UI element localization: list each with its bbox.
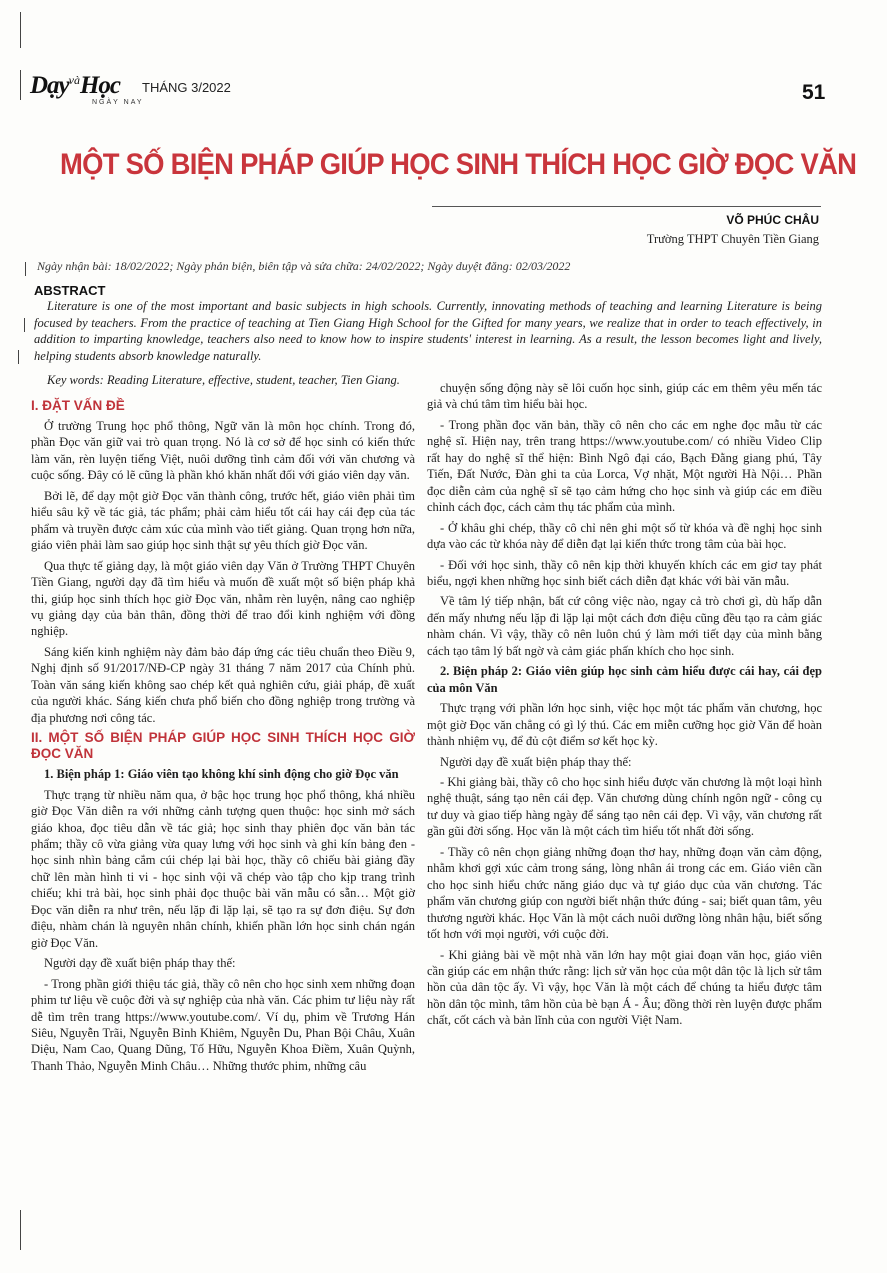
abstract — [34, 298, 822, 364]
page-number: 51 — [802, 81, 826, 104]
paragraph: Về tâm lý tiếp nhận, bất cứ công việc nào, ngay cả trò chơi gì, dù hấp dẫn đến mấy nhưng nếu lặp đi lặp lại một cách đơn điệu cũng đều tạo ra cảm giác nhàm chán. Vì vậy, thầy cô nên luôn chú ý làm mới tiết dạy của mình bằng cách tạo tâm lý bất ngờ và cảm giác phấn khích cho học sinh. — [427, 594, 822, 658]
paragraph: Qua thực tế giảng dạy, là một giáo viên dạy Văn ở Trường THPT Chuyên Tiền Giang, người dạy đã tìm hiểu và muốn đề xuất một số biện pháp khả thi, giúp học sinh thích học giờ Đọc văn, nhằm rèn luyện, nâng cao nghiệp vụ giảng dạy của bản thân, đồng thời để trao đổi kinh nghiệm với đồng nghiệp. — [31, 558, 415, 639]
masthead — [30, 68, 830, 112]
margin-mark — [24, 318, 25, 332]
paragraph: - Khi giảng bài về một nhà văn lớn hay một giai đoạn văn học, giáo viên cần giúp các em nhận thức rằng: lịch sử văn học của một dân tộc là lịch sử tâm hồn của dân tộc ấy. Vì vậy, học Văn là một cách để chúng ta hiểu được tâm hồn dân tộc mình, tâm hồn của bè bạn Á - Âu; đồng thời rèn luyện được phẩm chất, cốt cách và bản lĩnh của con người Việt Nam. — [427, 947, 822, 1028]
paragraph: Người dạy đề xuất biện pháp thay thế: — [440, 754, 632, 769]
left-column — [31, 396, 415, 1078]
subsection-heading-1: 1. Biện pháp 1: Giáo viên tạo không khí sinh động cho giờ Đọc văn — [44, 767, 399, 782]
journal-logo: Dạy$^{và}$Học — [30, 72, 121, 99]
paragraph: - Thầy cô nên chọn giảng những đoạn thơ hay, những đoạn văn cảm động, nhằm khơi gợi xúc cảm trong sáng, lòng nhân ái trong các em. Giáo viên cần cho học sinh hiểu chức năng giáo dục và tự giáo dục của văn chương. Tác phẩm văn chương giúp con người biết nhận thức đúng - sai; biết quan tâm, yêu thương người khác. Học Văn là một cách nuôi dưỡng lòng nhân hậu, biết sống tốt hơn với mọi người, với cuộc đời. — [427, 844, 822, 942]
paragraph: - Trong phần giới thiệu tác giả, thầy cô nên cho học sinh xem những đoạn phim tư liệu về cuộc đời và sự nghiệp của nhà văn. Các phim tư liệu này rất dễ tìm trên trang https://www.youtube.com/. Ví dụ, phim về Trương Hán Siêu, Nguyễn Trãi, Nguyễn Bỉnh Khiêm, Nguyễn Du, Phan Bội Châu, Xuân Diệu, Nam Cao, Quang Dũng, Tố Hữu, Nguyễn Khoa Điềm, Xuân Quỳnh, Thanh Thảo, Nguyễn Minh Châu… Những thước phim, những câu — [31, 976, 415, 1073]
paragraph: Thực trạng từ nhiều năm qua, ở bậc học trung học phổ thông, khá nhiều giờ Đọc Văn diễn ra với những cảnh tượng quen thuộc: học sinh mở sách giáo khoa, đọc tiêu dẫn về tác giả; học sinh thay phiên đọc văn bản tác phẩm; thầy cô vừa giảng vừa quay lưng với học sinh và ghi kín bảng đen - học sinh nhìn bảng cắm cúi chép lại bài học, thầy cô chiếu bài giảng đầy chữ lên màn hình ti vi - học sinh vội vã chép vào tập cho kịp trang trình chiếu; khi trả bài, học sinh phải đọc thuộc bài văn mẫu có sẵn… Một giờ Đọc văn diễn ra như trên, nếu lặp đi lặp lại, sẽ tạo ra sự đơn điệu. Sự đơn điệu, nhàm chán là nguyên nhân chính, khiến phần lớn học sinh chán ngán giờ Đọc Văn. — [31, 787, 415, 950]
submission-dates: Ngày nhận bài: 18/02/2022; Ngày phản biện, biên tập và sửa chữa: 24/02/2022; Ngày duyệt đăng: 02/03/2022 — [37, 259, 571, 273]
margin-mark — [25, 262, 26, 276]
paragraph: - Ở khâu ghi chép, thầy cô chỉ nên ghi một số từ khóa và đề nghị học sinh dựa vào các từ khóa này để diễn đạt lại kiến thức trong tâm của bài học. — [427, 520, 822, 552]
paragraph: - Khi giảng bài, thầy cô cho học sinh hiểu được văn chương là một loại hình nghệ thuật, sáng tạo nên cái đẹp. Văn chương dùng chính ngôn ngữ - công cụ tư duy và giao tiếp hàng ngày để sáng tạo nên cái đẹp. Vì vậy, văn chương rất gần gũi đời sống. Học văn là một cách tìm hiểu tốt nhất đời sống. — [427, 774, 822, 839]
issue-date: THÁNG 3/2022 — [142, 80, 231, 95]
abstract-text: Literature is one of the most important and basic subjects in high schools. Currently, innovating methods of teaching and learning Literature is being focused by teachers. From the practice of teaching at Tien Giang High School for the Gifted for many years, we realize that in order to teach effectively, in addition to imparting knowledge, teachers also need to know how to inspire students' interest in learning. As a result, the lesson becomes light and lively, helping students absorb knowledge naturally. — [34, 299, 822, 363]
paragraph: - Đối với học sinh, thầy cô nên kịp thời khuyến khích các em giơ tay phát biểu, ngợi khen những học sinh biết cách diễn đạt khác với bài văn mẫu. — [427, 557, 822, 588]
paragraph: Sáng kiến kinh nghiệm này đảm bảo đáp ứng các tiêu chuẩn theo Điều 9, Nghị định số 91/2017/NĐ-CP ngày 31 tháng 7 năm 2017 của Chính phủ. Toàn văn sáng kiến không sao chép kết quả nghiên cứu, giải pháp, đề xuất của người khác. Sáng kiến chưa phổ biến cho đồng nghiệp trong trường và địa phương nơi công tác. — [31, 644, 415, 725]
author-name: VÕ PHÚC CHÂU — [726, 213, 819, 227]
paragraph: Ở trường Trung học phổ thông, Ngữ văn là môn học chính. Trong đó, phần Đọc văn giữ vai trò quan trọng. Nó là cơ sở để học sinh có kiến thức làm văn, rèn luyện tiếng Việt, nuôi dưỡng tình cảm đối với văn chương và cuộc sống. Đây có lẽ cũng là phần khó khăn nhất đối với giáo viên dạy văn. — [31, 419, 415, 483]
keywords: Key words: Reading Literature, effective, student, teacher, Tien Giang. — [47, 373, 400, 387]
paragraph: chuyện sống động này sẽ lôi cuốn học sinh, giúp các em thêm yêu mến tác giả và chú tâm tìm hiểu bài học. — [427, 381, 822, 412]
journal-logo-subtitle: NGÀY NAY — [92, 99, 144, 106]
margin-mark — [20, 70, 21, 100]
section-heading-2: II. MỘT SỐ BIỆN PHÁP GIÚP HỌC SINH THÍCH HỌC GIỜ ĐỌC VĂN — [31, 730, 415, 762]
margin-mark — [18, 350, 19, 364]
section-heading-1: I. ĐẶT VẤN ĐỀ — [31, 398, 125, 413]
author-affiliation: Trường THPT Chuyên Tiền Giang — [646, 232, 819, 246]
article-title: MỘT SỐ BIỆN PHÁP GIÚP HỌC SINH THÍCH HỌC GIỜ ĐỌC VĂN — [60, 148, 857, 181]
subsection-heading-2: 2. Biện pháp 2: Giáo viên giúp học sinh cảm hiểu được cái hay, cái đẹp của môn Văn — [427, 664, 822, 695]
right-column — [427, 380, 822, 1033]
paragraph: Người dạy đề xuất biện pháp thay thế: — [44, 956, 236, 971]
paragraph: Bởi lẽ, để dạy một giờ Đọc văn thành công, trước hết, giáo viên phải tìm hiểu sâu kỹ về tác giả, tác phẩm; phải cảm hiểu tốt cái hay cái đẹp của tác phẩm và truyền được cảm xúc của mình vào tiết giảng. Quan trọng hơn nữa, giáo viên phải làm sao giúp học sinh thật sự yêu thích giờ Đọc văn. — [31, 488, 415, 553]
paragraph: Thực trạng với phần lớn học sinh, việc học một tác phẩm văn chương, học một giờ Đọc văn chẳng có gì lý thú. Các em miễn cưỡng học giờ Văn để hoàn thành nhiệm vụ, để đủ cột điểm sơ kết học kỳ. — [427, 701, 822, 749]
paragraph: - Trong phần đọc văn bản, thầy cô nên cho các em nghe đọc mẫu từ các nghệ sĩ. Hiện nay, trên trang https://www.youtube.com/ có nhiều Video Clip rất hay do nghệ sĩ thể hiện: Bình Ngô đại cáo, Bạch Đằng giang phú, Tây Tiến, Đất Nước, Đàn ghi ta của Lorca, Vợ nhặt, Một người Hà Nội… Phần đọc diễn cảm của nghệ sĩ sẽ tạo cảm hứng cho học sinh và giúp các em điều chỉnh cách đọc, cách cảm thụ tác phẩm của mình. — [427, 417, 822, 515]
margin-mark — [20, 1210, 21, 1250]
title-rule — [432, 206, 821, 207]
abstract-heading: ABSTRACT — [34, 283, 106, 298]
margin-mark — [20, 12, 21, 48]
